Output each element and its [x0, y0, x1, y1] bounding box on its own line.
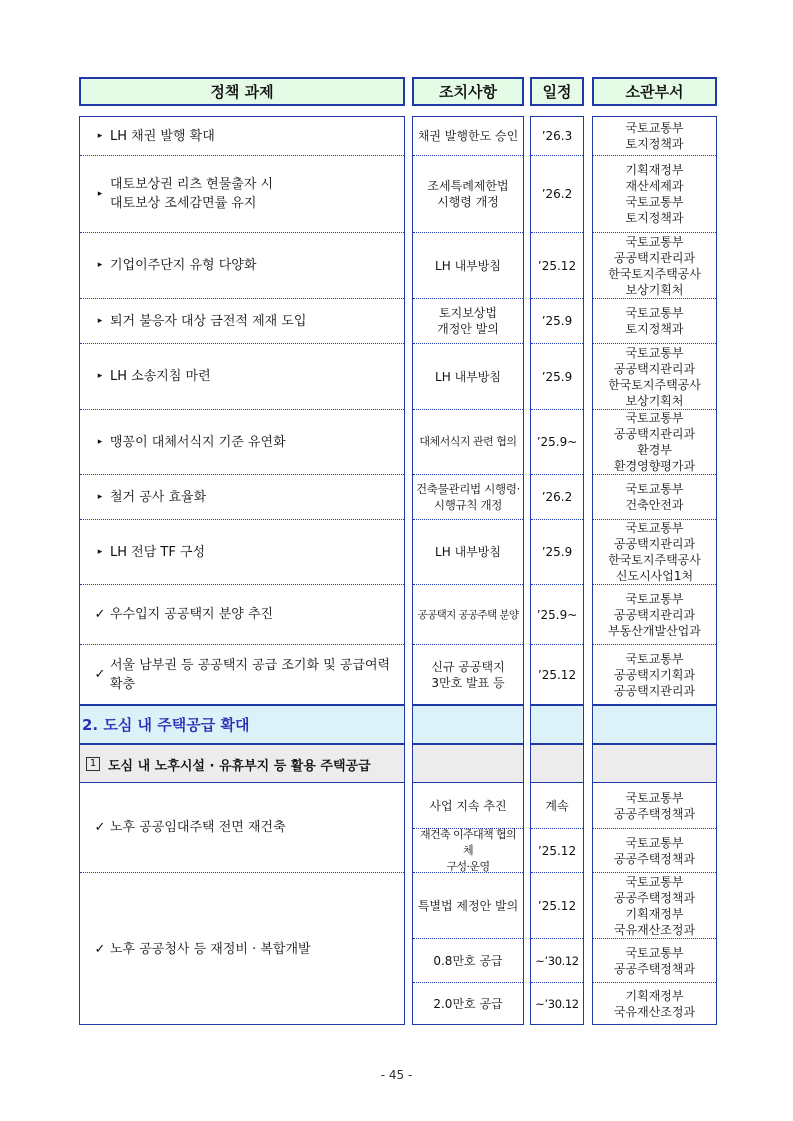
subsection-band [593, 745, 716, 783]
schedule-column [530, 116, 584, 1025]
table-row-task: ✓ 노후 공공청사 등 재정비 · 복합개발 [80, 872, 404, 1025]
section-band [593, 704, 716, 745]
action-cell: 토지보상법 개정안 발의 [413, 298, 523, 343]
header-dept: 소관부서 [592, 77, 717, 106]
page-number: - 45 - [380, 1068, 413, 1082]
dept-cell: 국토교통부 공공택지관리과 환경부 환경영향평가과 [593, 409, 716, 474]
dept-cell: 국토교통부 토지정책과 [593, 298, 716, 343]
section-band [413, 704, 523, 745]
dept-cell: 국토교통부 공공주택정책과 [613, 790, 696, 821]
dept-cell: 국토교통부 공공택지기획과 공공택지관리과 [593, 644, 716, 704]
dept-cell: 국토교통부 공공택지관리과 한국토지주택공사 신도시사업1처 [593, 519, 716, 584]
dept-cell: 국토교통부 공공택지관리과 부동산개발산업과 [593, 584, 716, 644]
action-cell: 대체서식지 관련 협의 [413, 409, 523, 474]
table-row-task: ▸ 맹꽁이 대체서식지 기준 유연화 [80, 409, 404, 474]
schedule-cell: ’26.2 [531, 474, 583, 519]
action-cell: LH 내부방침 [413, 519, 523, 584]
action-cell: 신규 공공택지 3만호 발표 등 [413, 644, 523, 704]
dept-cell: 국토교통부 토지정책과 [625, 121, 684, 151]
schedule-cell: 계속 [545, 798, 569, 813]
subsection-band [413, 745, 523, 783]
action-cell: 특별법 제정안 발의 [413, 872, 523, 938]
action-cell: 건축물관리법 시행령· 시행규칙 개정 [413, 474, 523, 519]
action-cell: 조세특례제한법 시행령 개정 [413, 155, 523, 232]
schedule-cell: ’25.12 [531, 872, 583, 938]
table-row-task: ✓ 서울 남부권 등 공공택지 공급 조기화 및 공급여력 확충 [80, 644, 404, 704]
subsection-number: 1 [86, 757, 100, 771]
section-band [531, 704, 583, 745]
action-column [412, 116, 524, 1025]
action-cell: 채권 발행한도 승인 [417, 129, 519, 143]
action-cell: 0.8만호 공급 [413, 938, 523, 982]
table-row-task: ▸ LH 전담 TF 구성 [80, 519, 404, 584]
action-cell: 사업 지속 추진 [429, 798, 507, 813]
schedule-cell: ’25.9 [531, 298, 583, 343]
header-schedule: 일정 [530, 77, 584, 106]
schedule-cell: ’25.9~ [531, 409, 583, 474]
schedule-cell: ’26.3 [541, 129, 573, 143]
action-cell: 공공택지 공공주택 분양 [413, 584, 523, 644]
dept-cell: 국토교통부 건축안전과 [593, 474, 716, 519]
schedule-cell: ’25.9~ [531, 584, 583, 644]
table-row-task: ▸ LH 소송지침 마련 [80, 343, 404, 409]
schedule-cell: ’25.9 [531, 519, 583, 584]
action-cell: 2.0만호 공급 [413, 982, 523, 1025]
table-row-task: ✓ 우수입지 공공택지 분양 추진 [80, 584, 404, 644]
section-title: 2. 도심 내 주택공급 확대 [82, 716, 250, 734]
dept-column [592, 116, 717, 1025]
subsection-band [531, 745, 583, 783]
action-cell: LH 내부방침 [413, 343, 523, 409]
dept-cell: 국토교통부 공공주택정책과 기획재정부 국유재산조정과 [593, 872, 716, 938]
task-column [79, 116, 405, 1025]
table-row-task: ✓ 노후 공공임대주택 전면 재건축 [94, 820, 286, 835]
schedule-cell: ’25.12 [531, 232, 583, 298]
table-row-task: ▸ 기업이주단지 유형 다양화 [80, 232, 404, 298]
table-row-task: ▸ 대토보상권 리츠 현물출자 시 대토보상 조세감면률 유지 [80, 155, 404, 232]
schedule-cell: ~’30.12 [531, 982, 583, 1025]
table-row-task: ▸ 퇴거 불응자 대상 금전적 제재 도입 [80, 298, 404, 343]
schedule-cell: ’25.12 [531, 828, 583, 872]
dept-cell: 국토교통부 공공택지관리과 한국토지주택공사 보상기획처 [593, 343, 716, 409]
dept-cell: 국토교통부 공공택지관리과 한국토지주택공사 보상기획처 [593, 232, 716, 298]
table-row-task: ▸ LH 채권 발행 확대 [97, 128, 215, 144]
schedule-cell: ’25.9 [531, 343, 583, 409]
dept-cell: 기획재정부 재산세제과 국토교통부 토지정책과 [593, 155, 716, 232]
dept-cell: 국토교통부 공공주택정책과 [593, 938, 716, 982]
schedule-cell: ~’30.12 [531, 938, 583, 982]
schedule-cell: ’26.2 [531, 155, 583, 232]
header-action: 조치사항 [412, 77, 524, 106]
dept-cell: 기획재정부 국유재산조정과 [593, 982, 716, 1025]
table-row-task: ▸ 철거 공사 효율화 [80, 474, 404, 519]
subsection-title [82, 745, 404, 783]
dept-cell: 국토교통부 공공주택정책과 [593, 828, 716, 872]
subsection-title-text: 도심 내 노후시설 · 유휴부지 등 활용 주택공급 [108, 758, 371, 774]
action-cell: LH 내부방침 [413, 232, 523, 298]
schedule-cell: ’25.12 [531, 644, 583, 704]
header-task: 정책 과제 [79, 77, 405, 106]
action-cell: 재건축 이주대책 협의체 구성·운영 [413, 828, 523, 872]
